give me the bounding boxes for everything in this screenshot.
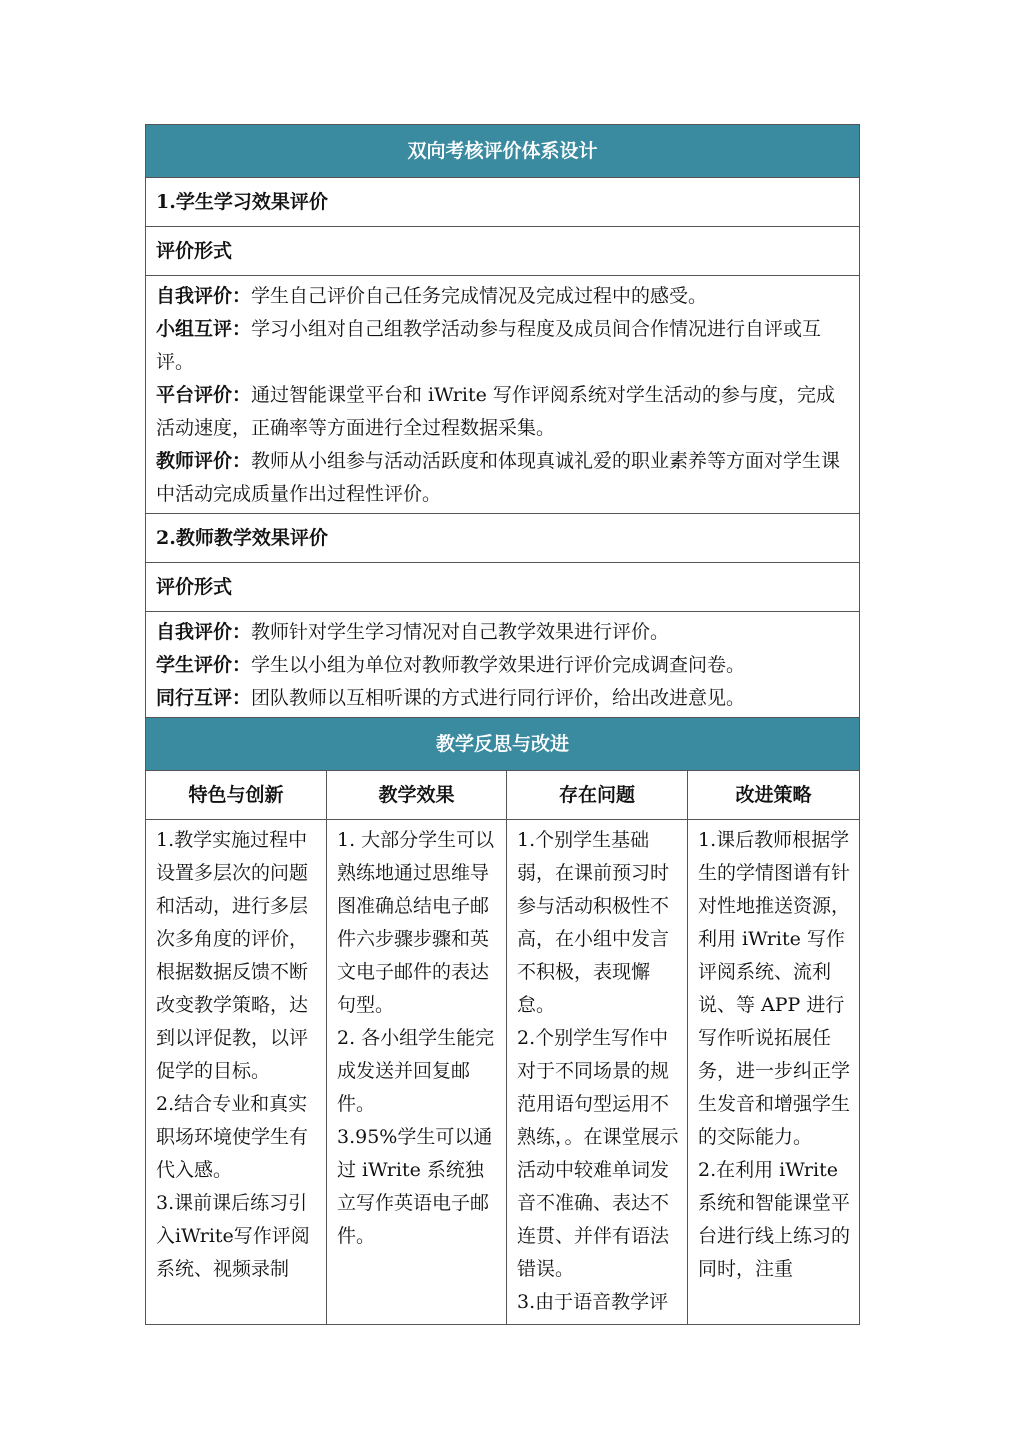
cell-paragraph: 1.教学实施过程中设置多层次的问题和活动，进行多层次多角度的评价，根据数据反馈不断改变教学策略，达到以评促教，以评促学的目标。 (156, 829, 309, 1082)
item-label: 自我评价： (156, 621, 252, 643)
section2-form-label: 评价形式 (146, 563, 860, 612)
item-text: 学习小组对自己组教学活动参与程度及成员间合作情况进行自评或互评。 (156, 318, 822, 373)
item-text: 教师针对学生学习情况对自己教学效果进行评价。 (251, 621, 670, 643)
title-bar-evaluation-system: 双向考核评价体系设计 (146, 125, 860, 178)
section2-item (156, 649, 849, 682)
evaluation-table (145, 124, 860, 1325)
column-header: 改进策略 (688, 771, 860, 820)
section2-items (146, 612, 860, 718)
section1-item (156, 379, 849, 445)
column-header: 特色与创新 (146, 771, 327, 820)
reflection-cell-features (146, 820, 327, 1325)
reflection-cell-effects (327, 820, 507, 1325)
item-text: 团队教师以互相听课的方式进行同行评价，给出改进意见。 (251, 687, 746, 709)
column-header: 教学效果 (327, 771, 507, 820)
item-text: 学生自己评价自己任务完成情况及完成过程中的感受。 (251, 285, 708, 307)
item-label: 教师评价： (156, 450, 252, 472)
cell-paragraph: 2.在利用 iWrite 系统和智能课堂平台进行线上练习的同时，注重 (698, 1159, 851, 1280)
section1-item (156, 313, 849, 379)
section2-item (156, 616, 849, 649)
item-label: 同行互评： (156, 687, 252, 709)
cell-paragraph: 1. 大部分学生可以熟练地通过思维导图准确总结电子邮件六步骤步骤和英文电子邮件的表达句型。 (337, 829, 495, 1016)
cell-paragraph: 1.个别学生基础弱，在课前预习时参与活动积极性不高，在小组中发言不积极，表现懈怠。 (517, 829, 670, 1016)
section1-heading: 1.学生学习效果评价 (146, 178, 860, 227)
cell-paragraph: 2. 各小组学生能完成发送并回复邮件。 (337, 1027, 495, 1115)
section2-heading: 2.教师教学效果评价 (146, 514, 860, 563)
cell-paragraph: 2.个别学生写作中对于不同场景的规范用语句型运用不熟练，。在课堂展示活动中较难单词发音不准确、表达不连贯、并伴有语法错误。 (517, 1027, 679, 1280)
section1-form-label: 评价形式 (146, 227, 860, 276)
section2-item (156, 682, 849, 715)
item-label: 平台评价： (156, 384, 252, 406)
cell-paragraph: 3.95%学生可以通过 iWrite 系统独立写作英语电子邮件。 (337, 1126, 493, 1247)
item-label: 小组互评： (156, 318, 252, 340)
reflection-cell-strategies (688, 820, 860, 1325)
cell-paragraph: 3.课前课后练习引入iWrite写作评阅系统、视频录制 (156, 1192, 310, 1280)
section1-item (156, 280, 849, 313)
item-text: 学生以小组为单位对教师教学效果进行评价完成调查问卷。 (251, 654, 746, 676)
cell-paragraph: 1.课后教师根据学生的学情图谱有针对性地推送资源，利用 iWrite 写作评阅系统、流利说、等 APP 进行写作听说拓展任务，进一步纠正学生发音和增强学生的交际能力。 (698, 829, 851, 1148)
item-label: 自我评价： (156, 285, 252, 307)
section1-items (146, 276, 860, 514)
cell-paragraph: 3.由于语音教学评 (517, 1291, 669, 1313)
item-label: 学生评价： (156, 654, 252, 676)
section1-item (156, 445, 849, 511)
reflection-cell-problems (507, 820, 688, 1325)
item-text: 教师从小组参与活动活跃度和体现真诚礼爱的职业素养等方面对学生课中活动完成质量作出过程性评价。 (156, 450, 841, 505)
title-bar-reflection: 教学反思与改进 (146, 718, 860, 771)
cell-paragraph: 2.结合专业和真实职场环境使学生有代入感。 (156, 1093, 309, 1181)
item-text: 通过智能课堂平台和 iWrite 写作评阅系统对学生活动的参与度，完成活动速度，正确率等方面进行全过程数据采集。 (156, 384, 835, 439)
column-header: 存在问题 (507, 771, 688, 820)
